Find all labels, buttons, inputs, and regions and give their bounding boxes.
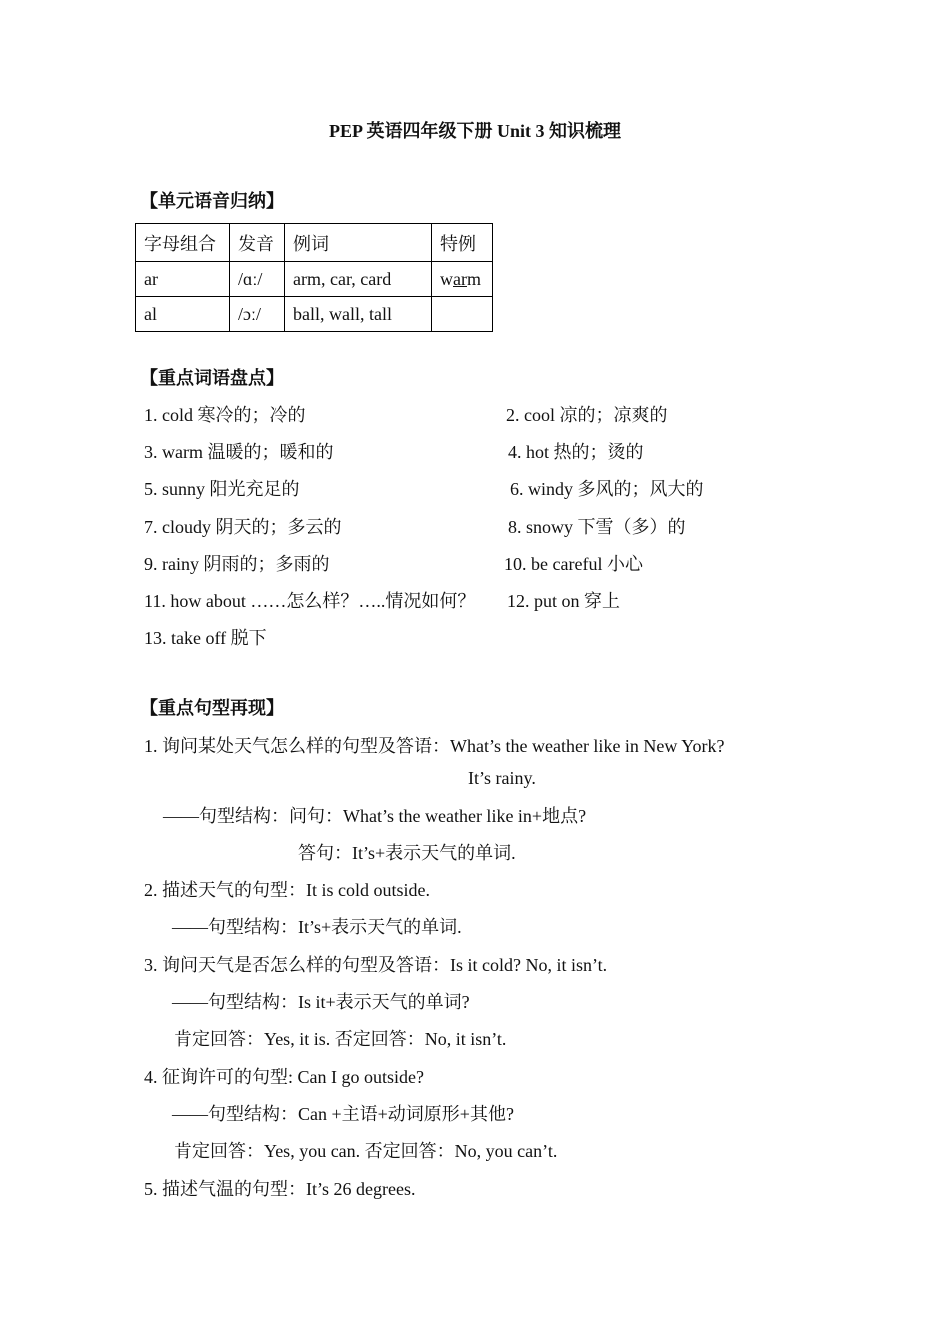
cell-examples: ball, wall, tall (285, 297, 432, 332)
header-cell-combo: 字母组合 (136, 224, 230, 262)
pattern-line: 2. 描述天气的句型：It is cold outside. (144, 880, 430, 900)
vocab-item: 12. put on 穿上 (507, 591, 621, 611)
vocab-item: 9. rainy 阴雨的；多雨的 (144, 554, 330, 574)
vocab-item: 3. warm 温暖的；暖和的 (144, 442, 334, 462)
table-row (136, 297, 493, 332)
pattern-line: ——句型结构：问句：What’s the weather like in+地点? (163, 806, 587, 826)
vocab-item: 11. how about ……怎么样？…..情况如何？ (144, 591, 476, 611)
vocab-item: 1. cold 寒冷的；冷的 (144, 405, 306, 425)
pattern-line: 肯定回答：Yes, it is. 否定回答：No, it isn’t. (174, 1029, 507, 1049)
table-header-row (136, 224, 493, 262)
pattern-line: 3. 询问天气是否怎么样的句型及答语：Is it cold? No, it isn’t. (144, 955, 608, 975)
vocab-item: 5. sunny 阳光充足的 (144, 479, 300, 499)
vocab-item: 2. cool 凉的；凉爽的 (506, 405, 668, 425)
cell-examples: arm, car, card (285, 262, 432, 297)
pattern-line: ——句型结构：Is it+表示天气的单词? (172, 992, 470, 1012)
patterns-heading: 【重点句型再现】 (140, 698, 284, 718)
cell-combo: ar (136, 262, 230, 297)
vocab-item: 8. snowy 下雪（多）的 (508, 517, 686, 537)
header-cell-sound: 发音 (230, 224, 285, 262)
pattern-line: 肯定回答：Yes, you can. 否定回答：No, you can’t. (174, 1141, 558, 1161)
header-cell-exception: 特例 (432, 224, 493, 262)
vocab-heading: 【重点词语盘点】 (140, 368, 284, 388)
cell-sound: /ɑː/ (230, 262, 285, 297)
vocab-item: 10. be careful 小心 (504, 554, 643, 574)
table-row (136, 262, 493, 297)
cell-exception (432, 297, 493, 332)
vocab-item: 7. cloudy 阴天的；多云的 (144, 517, 342, 537)
pattern-line: 答句：It’s+表示天气的单词. (298, 843, 516, 863)
cell-exception (432, 262, 493, 297)
pattern-line: ——句型结构：It’s+表示天气的单词. (172, 917, 462, 937)
vocab-item: 6. windy 多风的；风大的 (510, 479, 704, 499)
vocab-item: 4. hot 热的；烫的 (508, 442, 644, 462)
pattern-line: 5. 描述气温的句型：It’s 26 degrees. (144, 1179, 416, 1199)
pattern-line: ——句型结构：Can +主语+动词原形+其他? (172, 1104, 514, 1124)
exception-underlined: ar (453, 268, 467, 289)
cell-sound: /ɔː/ (230, 297, 285, 332)
exception-post: m (466, 268, 481, 289)
exception-pre: w (440, 268, 453, 289)
phonics-heading: 【单元语音归纳】 (140, 191, 284, 211)
header-cell-examples: 例词 (285, 224, 432, 262)
pattern-line: It’s rainy. (468, 768, 536, 788)
vocab-item: 13. take off 脱下 (144, 628, 267, 648)
pattern-line: 1. 询问某处天气怎么样的句型及答语：What’s the weather like in New York? (144, 736, 725, 756)
cell-combo: al (136, 297, 230, 332)
pattern-line: 4. 征询许可的句型: Can I go outside? (144, 1067, 424, 1087)
phonics-table (135, 223, 493, 332)
page-title: PEP 英语四年级下册 Unit 3 知识梳理 (328, 121, 621, 141)
